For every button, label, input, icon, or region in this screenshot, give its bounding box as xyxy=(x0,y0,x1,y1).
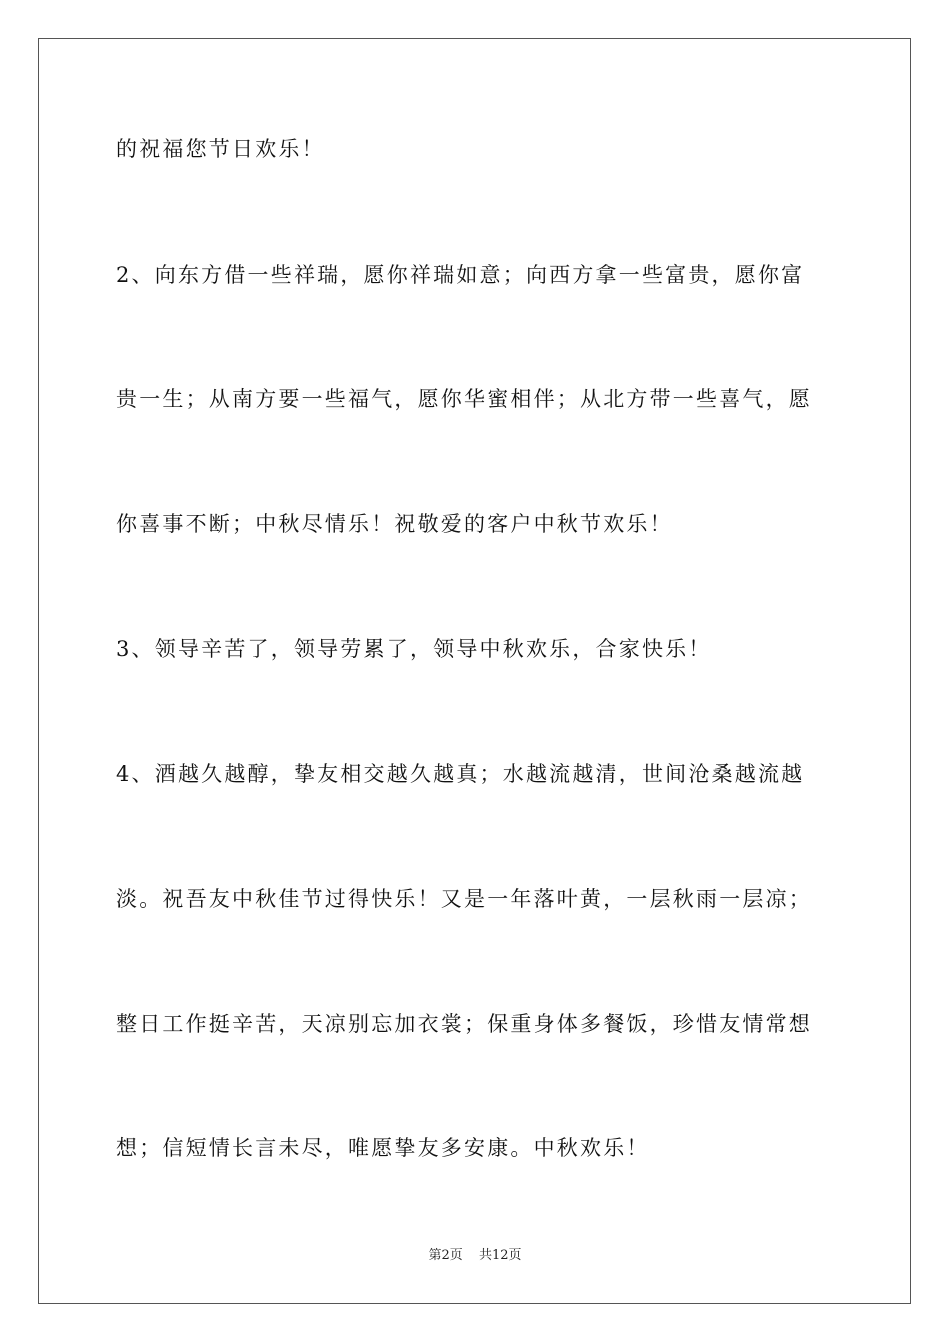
page-border xyxy=(38,38,911,1304)
text-line-8: 整日工作挺辛苦，天凉别忘加衣裳；保重身体多餐饭，珍惜友情常想 xyxy=(116,1012,812,1036)
text-line-9: 想；信短情长言未尽，唯愿挚友多安康。中秋欢乐！ xyxy=(116,1136,650,1160)
page-number: 第2页 xyxy=(428,1248,463,1263)
text-line-7: 淡。祝吾友中秋佳节过得快乐！又是一年落叶黄，一层秋雨一层凉； xyxy=(116,887,812,911)
text-line-6: 4、酒越久越醇，挚友相交越久越真；水越流越清，世间沧桑越流越 xyxy=(116,762,805,786)
text-line-2: 2、向东方借一些祥瑞，愿你祥瑞如意；向西方拿一些富贵，愿你富 xyxy=(116,263,805,287)
text-line-1: 的祝福您节日欢乐！ xyxy=(116,137,325,161)
text-line-4: 你喜事不断；中秋尽情乐！祝敬爱的客户中秋节欢乐！ xyxy=(116,512,673,536)
page-total: 共12页 xyxy=(478,1248,522,1263)
text-line-5: 3、领导辛苦了，领导劳累了，领导中秋欢乐，合家快乐！ xyxy=(116,637,712,661)
text-line-3: 贵一生；从南方要一些福气，愿你华蜜相伴；从北方带一些喜气，愿 xyxy=(116,387,812,411)
page-footer xyxy=(0,1248,950,1264)
